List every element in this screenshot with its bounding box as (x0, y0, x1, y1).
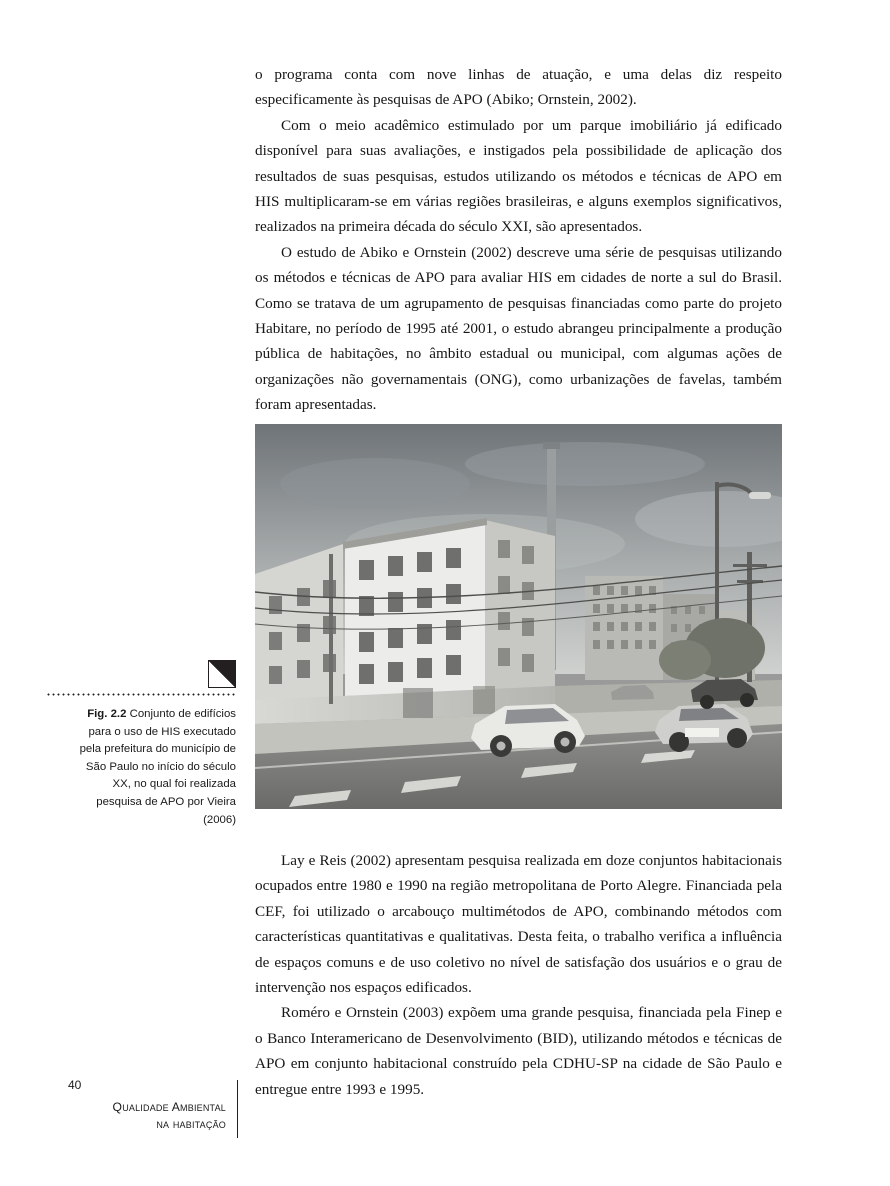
running-title-line-2: na habitação (156, 1117, 226, 1131)
paragraph: Roméro e Ornstein (2003) expõem uma grande pesquisa, financiada pela Finep e o Banco Interamericano de Desenvolvimento (BID), utilizando métodos e técnicas de APO em conjunto habitacional construído pela CDHU-SP na cidade de São Paulo e entregue entre 1993 e 1995. (255, 1004, 782, 1098)
body-text-bottom (255, 848, 782, 1102)
figure-caption-block (68, 660, 236, 829)
figure-caption (68, 706, 236, 829)
page-footer (68, 1078, 238, 1133)
paragraph: Com o meio acadêmico estimulado por um parque imobiliário já edificado disponível para suas avaliações, e instigados pela possibilidade de aplicação dos resultados de suas pesquisas, estudos utilizando os métodos e técnicas de APO em HIS multiplicaram-se em várias regiões brasileiras, e alguns exemplos significativos, realizados na primeira década do século XXI, são apresentados. (255, 116, 782, 236)
paragraph: O estudo de Abiko e Ornstein (2002) descreve uma série de pesquisas utilizando os métodos e técnicas de APO para avaliar HIS em cidades de norte a sul do Brasil. Como se tratava de um agrupamento de pesquisas financiadas como parte do projeto Habitare, no período de 1995 até 2001, o estudo abrangeu principalmente a produção pública de habitações, no âmbito estadual ou municipal, com algumas ações de organizações não governamentais (ONG), como urbanizações de favelas, também foram apresentadas. (255, 243, 782, 414)
figure-photo (255, 424, 782, 809)
dotted-rule (46, 693, 236, 696)
figure-2-2 (255, 424, 782, 809)
photo-illustration (255, 424, 782, 809)
footer-rule (237, 1080, 238, 1138)
figure-label: Fig. 2.2 (87, 708, 127, 720)
running-title-line-1: Qualidade Ambiental (112, 1100, 226, 1114)
triangle-square-icon (208, 660, 236, 688)
page-number: 40 (68, 1078, 82, 1092)
paragraph: Lay e Reis (2002) apresentam pesquisa realizada em doze conjuntos habitacionais ocupados entre 1980 e 1990 na região metropolitana de Porto Alegre. Financiada pela CEF, foi utilizado o arcabouço multimétodos de APO, combinando métodos com características quantitativas e qualitativas. Desta feita, o trabalho verifica a influência de espaços comuns e de uso coletivo no nível de satisfação dos usuários e o grau de intervenção nos espaços edificados. (255, 852, 782, 997)
caption-marker (68, 660, 236, 694)
figure-caption-text: Conjunto de edifícios para o uso de HIS executado pela prefeitura do município de São Paulo no início do século XX, no qual foi realizada pesquisa de APO por Vieira (2006) (79, 708, 236, 826)
running-title (68, 1099, 238, 1133)
paragraph: o programa conta com nove linhas de atuação, e uma delas diz respeito especificamente às pesquisas de APO (Abiko; Ornstein, 2002). (255, 66, 782, 109)
body-text-top (255, 62, 782, 418)
